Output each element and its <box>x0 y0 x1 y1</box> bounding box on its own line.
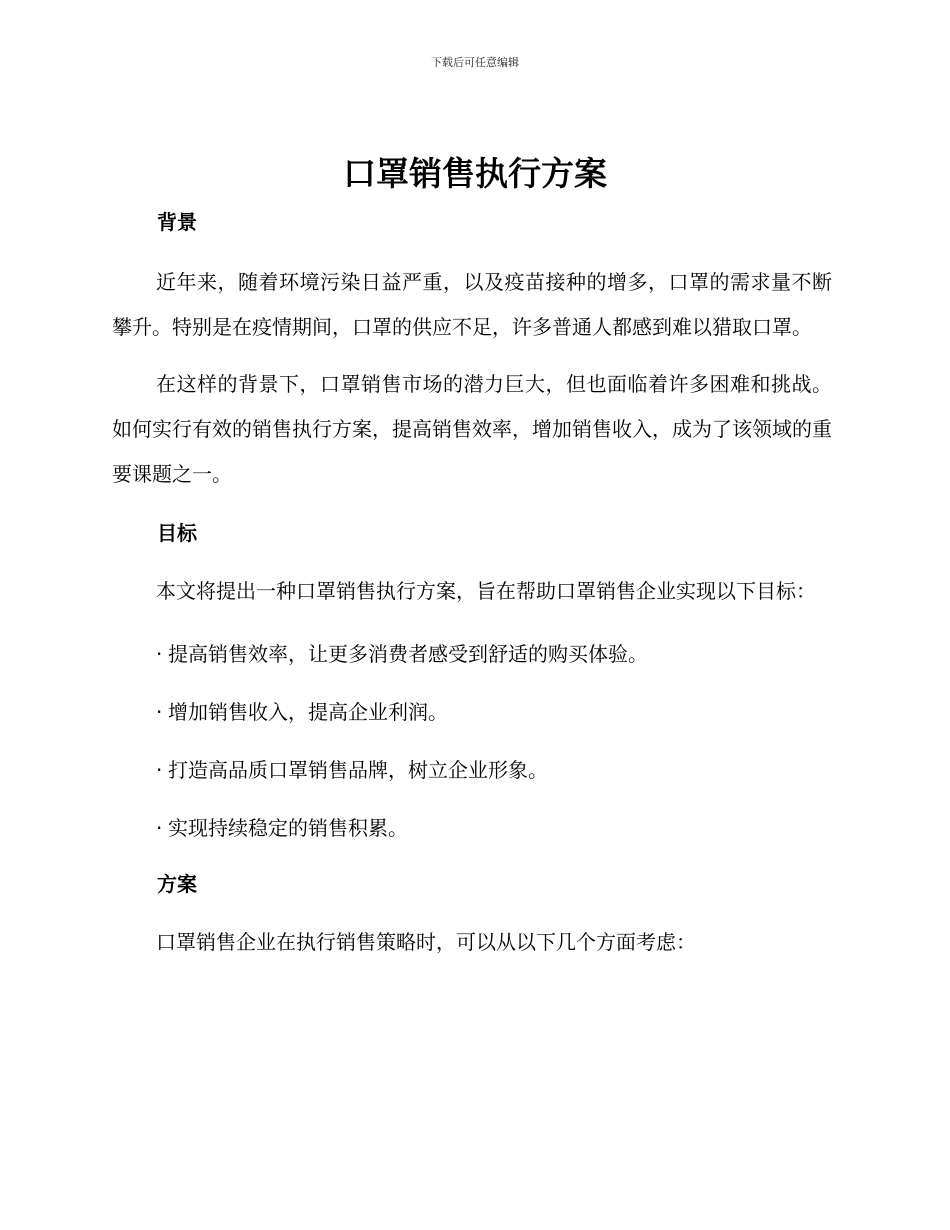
paragraph: 近年来，随着环境污染日益严重，以及疫苗接种的增多，口罩的需求量不断攀升。特别是在疫情期间，口罩的供应不足，许多普通人都感到难以猎取口罩。 <box>112 270 832 339</box>
bullet-dot-icon: · <box>156 642 163 666</box>
list-item <box>112 810 832 846</box>
list-item <box>112 694 832 730</box>
paragraph: 口罩销售企业在执行销售策略时，可以从以下几个方面考虑： <box>156 930 696 954</box>
bullet-dot-icon: · <box>156 700 163 724</box>
list-item <box>112 636 832 672</box>
section-heading-background: 背景 <box>157 210 197 234</box>
section-heading-plan: 方案 <box>157 872 197 896</box>
paragraph: 在这样的背景下，口罩销售市场的潜力巨大，但也面临着许多困难和挑战。如何实行有效的销售执行方案，提高销售效率，增加销售收入，成为了该领域的重要课题之一。 <box>112 372 832 486</box>
bullet-dot-icon: · <box>156 816 163 840</box>
list-item-text: 实现持续稳定的销售积累。 <box>168 816 408 840</box>
document-body <box>112 204 832 960</box>
document-title: 口罩销售执行方案 <box>343 154 607 193</box>
paragraph: 本文将提出一种口罩销售执行方案，旨在帮助口罩销售企业实现以下目标： <box>156 579 816 603</box>
section-heading-goal: 目标 <box>157 521 197 545</box>
list-item-text: 增加销售收入，提高企业利润。 <box>168 700 448 724</box>
list-item <box>112 752 832 788</box>
page-header: 下载后可任意编辑 <box>431 56 519 69</box>
list-item-text: 打造高品质口罩销售品牌，树立企业形象。 <box>168 758 548 782</box>
list-item-text: 提高销售效率，让更多消费者感受到舒适的购买体验。 <box>168 642 648 666</box>
bullet-dot-icon: · <box>156 758 163 782</box>
